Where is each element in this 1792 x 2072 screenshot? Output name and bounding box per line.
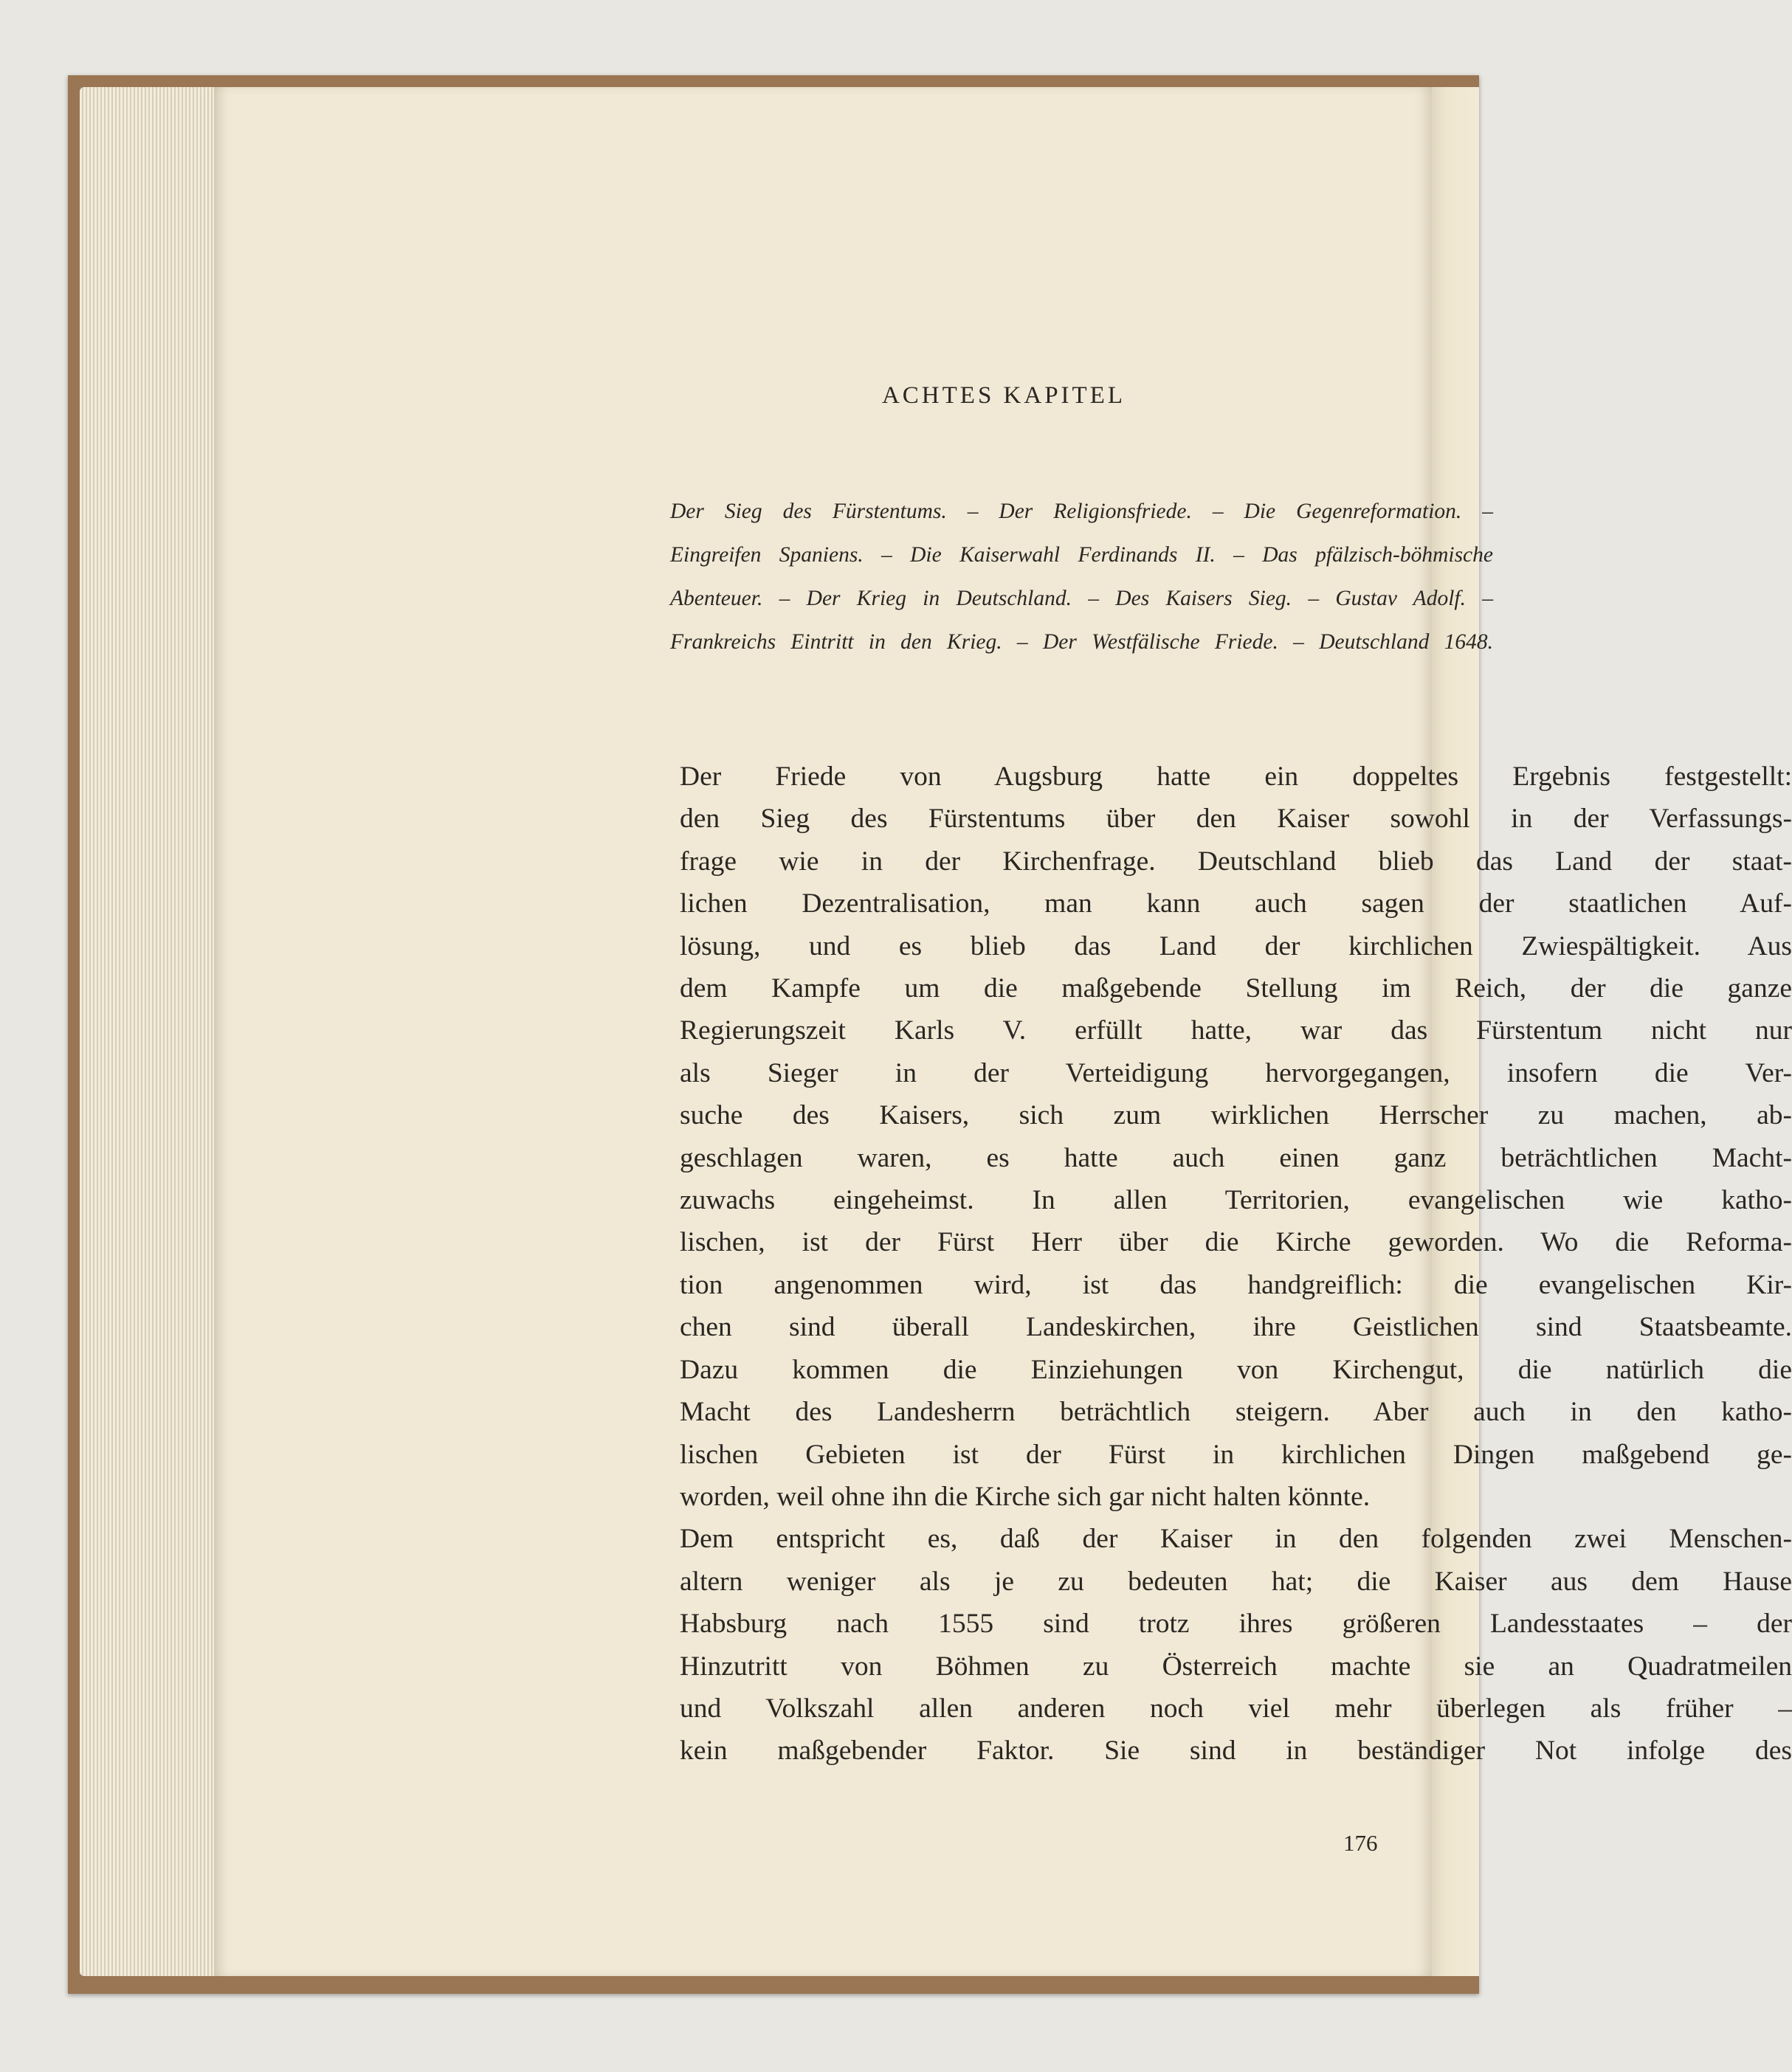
body-text	[680, 756, 1792, 1772]
summary-line: Eingreifen Spaniens. – Die Kaiserwahl Ferdinands II. – Das pfälzisch-böhmische	[670, 543, 1493, 567]
book-page	[214, 87, 1792, 1976]
text-line: lischen, ist der Fürst Herr über die Kirche geworden. Wo die Reforma-	[680, 1227, 1792, 1258]
text-line: lösung, und es blieb das Land der kirchlichen Zwiespältigkeit. Aus	[680, 930, 1792, 961]
text-line: zuwachs eingeheimst. In allen Territorien, evangelischen wie katho-	[680, 1185, 1792, 1216]
chapter-summary	[670, 490, 1493, 664]
text-line: Hinzutritt von Böhmen zu Österreich machte sie an Quadratmeilen	[680, 1651, 1792, 1682]
text-line: suche des Kaisers, sich zum wirklichen Herrscher zu machen, ab-	[680, 1100, 1792, 1131]
page-edges	[80, 87, 217, 1976]
text-line: Der Friede von Augsburg hatte ein doppeltes Ergebnis festgestellt:	[680, 762, 1792, 792]
text-line: Habsburg nach 1555 sind trotz ihres größeren Landesstaates – der	[680, 1609, 1792, 1640]
text-line: altern weniger als je zu bedeuten hat; die Kaiser aus dem Hause	[680, 1566, 1792, 1597]
page-content	[465, 87, 1792, 1976]
text-line: Dazu kommen die Einziehungen von Kirchengut, die natürlich die	[680, 1354, 1792, 1385]
text-line: und Volkszahl allen anderen noch viel mehr überlegen als früher –	[680, 1693, 1792, 1724]
text-line: chen sind überall Landeskirchen, ihre Geistlichen sind Staatsbeamte.	[680, 1312, 1792, 1343]
text-line: Dem entspricht es, daß der Kaiser in den folgenden zwei Menschen-	[680, 1524, 1792, 1555]
summary-line: Frankreichs Eintritt in den Krieg. – Der Westfälische Friede. – Deutschland 1648.	[670, 630, 1493, 654]
text-line: tion angenommen wird, ist das handgreiflich: die evangelischen Kir-	[680, 1269, 1792, 1300]
text-line: lischen Gebieten ist der Fürst in kirchlichen Dingen maßgebend ge-	[680, 1439, 1792, 1470]
summary-line: Abenteuer. – Der Krieg in Deutschland. – Des Kaisers Sieg. – Gustav Adolf. –	[670, 587, 1493, 610]
text-line: worden, weil ohne ihn die Kirche sich gar nicht halten könnte.	[680, 1481, 1371, 1512]
text-line: dem Kampfe um die maßgebende Stellung im Reich, der die ganze	[680, 973, 1792, 1004]
text-line: Regierungszeit Karls V. erfüllt hatte, war das Fürstentum nicht nur	[680, 1015, 1792, 1046]
page-number: 176	[1343, 1830, 1378, 1856]
text-line: kein maßgebender Faktor. Sie sind in beständiger Not infolge des	[680, 1736, 1792, 1767]
chapter-title: ACHTES KAPITEL	[881, 382, 1126, 409]
text-line: als Sieger in der Verteidigung hervorgegangen, insofern die Ver-	[680, 1057, 1792, 1088]
text-line: geschlagen waren, es hatte auch einen ganz beträchtlichen Macht-	[680, 1142, 1792, 1173]
text-line: Macht des Landesherrn beträchtlich steigern. Aber auch in den katho-	[680, 1397, 1792, 1428]
text-line: lichen Dezentralisation, man kann auch sagen der staatlichen Auf-	[680, 888, 1792, 919]
summary-line: Der Sieg des Fürstentums. – Der Religionsfriede. – Die Gegenreformation. –	[670, 500, 1493, 523]
text-line: frage wie in der Kirchenfrage. Deutschland blieb das Land der staat-	[680, 846, 1792, 877]
text-line: den Sieg des Fürstentums über den Kaiser sowohl in der Verfassungs-	[680, 804, 1792, 835]
